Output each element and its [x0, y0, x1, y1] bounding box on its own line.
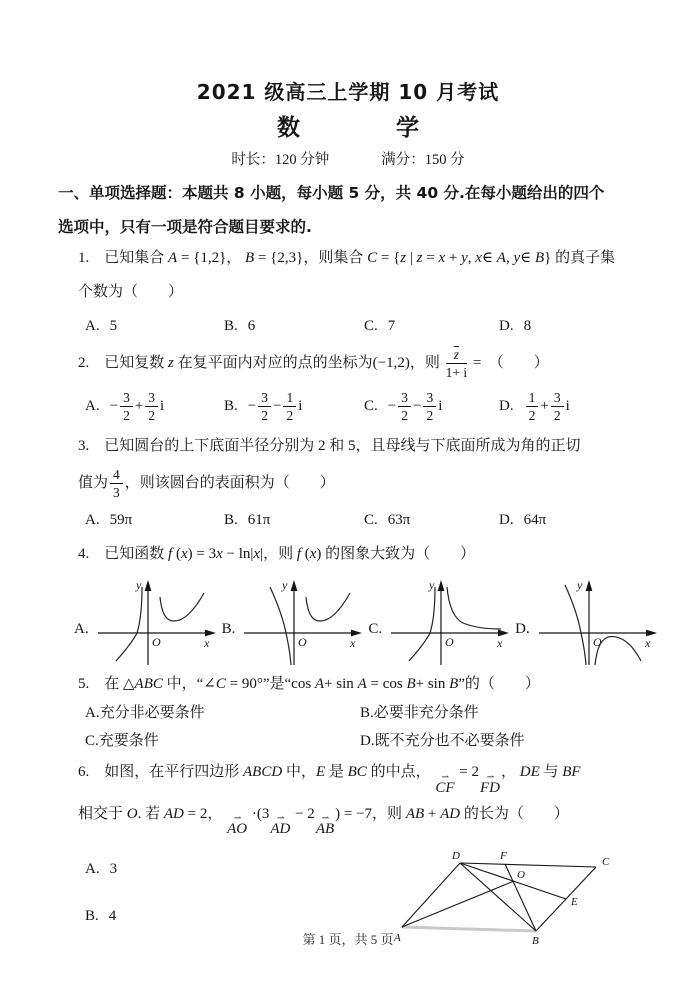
graph-b	[236, 575, 368, 667]
y-axis-arrow-icon	[291, 580, 298, 591]
subject-line	[58, 109, 638, 142]
option-c: C. 63π	[364, 512, 411, 528]
question-6-stem-line-1: 6. 如图，在平行四边形 ABCD 中，E 是 BC 的中点， ⇀ CF = 2 ⇀ FD ， DE 与 BF	[78, 764, 581, 796]
option-c: C. 7	[364, 318, 396, 334]
question-2-options	[78, 383, 638, 429]
question-3	[78, 429, 638, 537]
question-4-stem: 4. 已知函数 f (x) = 3x − ln|x|，则 f (x) 的图象大致为（ ）	[78, 546, 476, 562]
curve-left-branch	[270, 587, 291, 665]
svg-text:A: A	[394, 932, 401, 945]
option-a: A.充分非必要条件	[85, 705, 205, 721]
svg-text:O: O	[517, 869, 525, 882]
vector-arrow-icon: ⇀	[486, 772, 494, 783]
y-axis-arrow-icon	[438, 580, 445, 591]
svg-text:E: E	[571, 896, 578, 909]
question-3-stem-line-2: 值为 $\frac{4}{3}$ ，则该圆台的表面积为（ ）	[78, 466, 335, 501]
svg-text:F: F	[500, 850, 507, 863]
svg-text:y: y	[282, 578, 288, 592]
svg-text:x: x	[203, 636, 209, 650]
option-b: B. 61π	[224, 512, 271, 528]
curve-left-branch	[565, 585, 586, 665]
exam-meta	[58, 148, 638, 169]
question-1-stem-line-1: 1. 已知集合 A = {1,2}， B = {2,3}，则集合 C = {z | z = x + y, x∈ A, y∈ B} 的真子集	[78, 250, 616, 266]
question-5	[78, 669, 638, 755]
curve-right-branch	[592, 635, 641, 665]
question-1-options	[78, 309, 638, 343]
y-axis-arrow-icon	[144, 580, 151, 591]
option-a: A. 59π	[85, 512, 133, 528]
curve-left-branch	[116, 587, 142, 661]
svg-text:x: x	[350, 636, 356, 650]
svg-text:y: y	[429, 578, 435, 592]
svg-text:O: O	[298, 635, 308, 649]
graph-option-d: D. y O x	[515, 575, 663, 667]
question-6-stem-line-2: 相交于 O. 若 AD = 2， ⇀ AO ·(3 ⇀ AD − 2 ⇀ AB ) = −7，则 AB + AD 的长为（ ）	[78, 805, 569, 838]
question-2-stem: 2. 已知复数 z 在复平面内对应的点的坐标为(−1,2)，则 $\frac{\overline{z}}{1+ i}$ = （ ）	[78, 346, 549, 381]
question-6-bottom-zone	[78, 850, 638, 971]
svg-text:C: C	[602, 856, 610, 869]
option-d: D. $\frac{1}{2}$ + $\frac{3}{2}$ i	[499, 389, 570, 424]
option-b: B. − $\frac{3}{2}$ − $\frac{1}{2}$ i	[224, 389, 303, 424]
y-axis-arrow-icon	[585, 580, 592, 591]
option-b: B.必要非充分条件	[360, 705, 479, 721]
section-header-line-2: 选项中，只有一项是符合题目要求的.	[58, 218, 312, 236]
question-5-options-row-1	[78, 699, 638, 727]
graph-option-b: B. y x O	[222, 575, 369, 667]
svg-text:D: D	[452, 850, 460, 863]
svg-text:O: O	[445, 635, 454, 649]
graph-c	[383, 575, 515, 667]
option-c: C.充要条件	[85, 733, 159, 749]
svg-text:y: y	[135, 578, 141, 592]
question-2	[78, 343, 638, 429]
graph-d	[531, 575, 663, 667]
option-a: A. 3	[85, 861, 118, 878]
segment-ao	[402, 881, 514, 927]
question-1-stem-line-2: 个数为（ ）	[78, 284, 184, 300]
svg-text:x: x	[644, 636, 651, 650]
option-d: D. 8	[499, 318, 532, 334]
option-a: A. 5	[85, 318, 118, 334]
vector-arrow-icon: ⇀	[321, 814, 329, 825]
edge-da	[402, 863, 460, 927]
full-score-label: 满分：150 分	[381, 152, 465, 168]
question-1	[78, 241, 638, 343]
edge-cd	[460, 863, 596, 867]
option-b: B. 4	[85, 908, 117, 925]
subject-char-left: 数	[277, 115, 300, 141]
svg-text:B: B	[532, 935, 539, 948]
graph-a	[90, 575, 222, 667]
option-a: A. − $\frac{3}{2}$ + $\frac{3}{2}$ i	[85, 389, 165, 424]
option-d: D. 64π	[499, 512, 547, 528]
curve-right-branch	[306, 593, 350, 621]
exam-title: 2021 级高三上学期 10 月考试	[196, 80, 500, 104]
svg-text:y: y	[576, 578, 583, 592]
curve-left-branch	[409, 587, 435, 661]
section-header-line-1: 一、单项选择题：本题共 8 小题，每小题 5 分，共 40 分.在每小题给出的四个	[58, 184, 605, 202]
option-b: B. 6	[224, 318, 256, 334]
question-5-stem: 5. 在 △ABC 中，“∠C = 90°”是“cos A+ sin A = cos B+ sin B”的（ ）	[78, 676, 540, 692]
question-4-graphs	[74, 575, 651, 667]
vector-arrow-icon: ⇀	[276, 814, 284, 825]
question-5-options-row-2	[78, 727, 638, 755]
option-d: D.既不充分也不必要条件	[360, 733, 525, 749]
question-3-stem-line-1: 3. 已知圆台的上下底面半径分别为 2 和 5，且母线与下底面所成为角的正切	[78, 438, 581, 454]
curve-right-branch	[160, 593, 204, 621]
svg-text:x: x	[497, 636, 503, 650]
question-3-options	[78, 503, 638, 537]
svg-text:O: O	[592, 635, 602, 649]
curve-right-branch	[447, 587, 501, 629]
svg-text:O: O	[151, 635, 161, 649]
page-footer: 第 1 页，共 5 页	[302, 932, 394, 947]
duration-label: 时长：120 分钟	[231, 152, 330, 168]
question-4	[74, 537, 651, 667]
graph-option-c: C. y x O	[368, 575, 515, 667]
option-c: C. − $\frac{3}{2}$ − $\frac{3}{2}$ i	[364, 389, 443, 424]
vector-arrow-icon: ⇀	[233, 814, 241, 825]
graph-option-a: A. y x O	[74, 575, 222, 667]
vector-arrow-icon: ⇀	[441, 772, 449, 783]
subject-char-right: 学	[396, 115, 419, 141]
